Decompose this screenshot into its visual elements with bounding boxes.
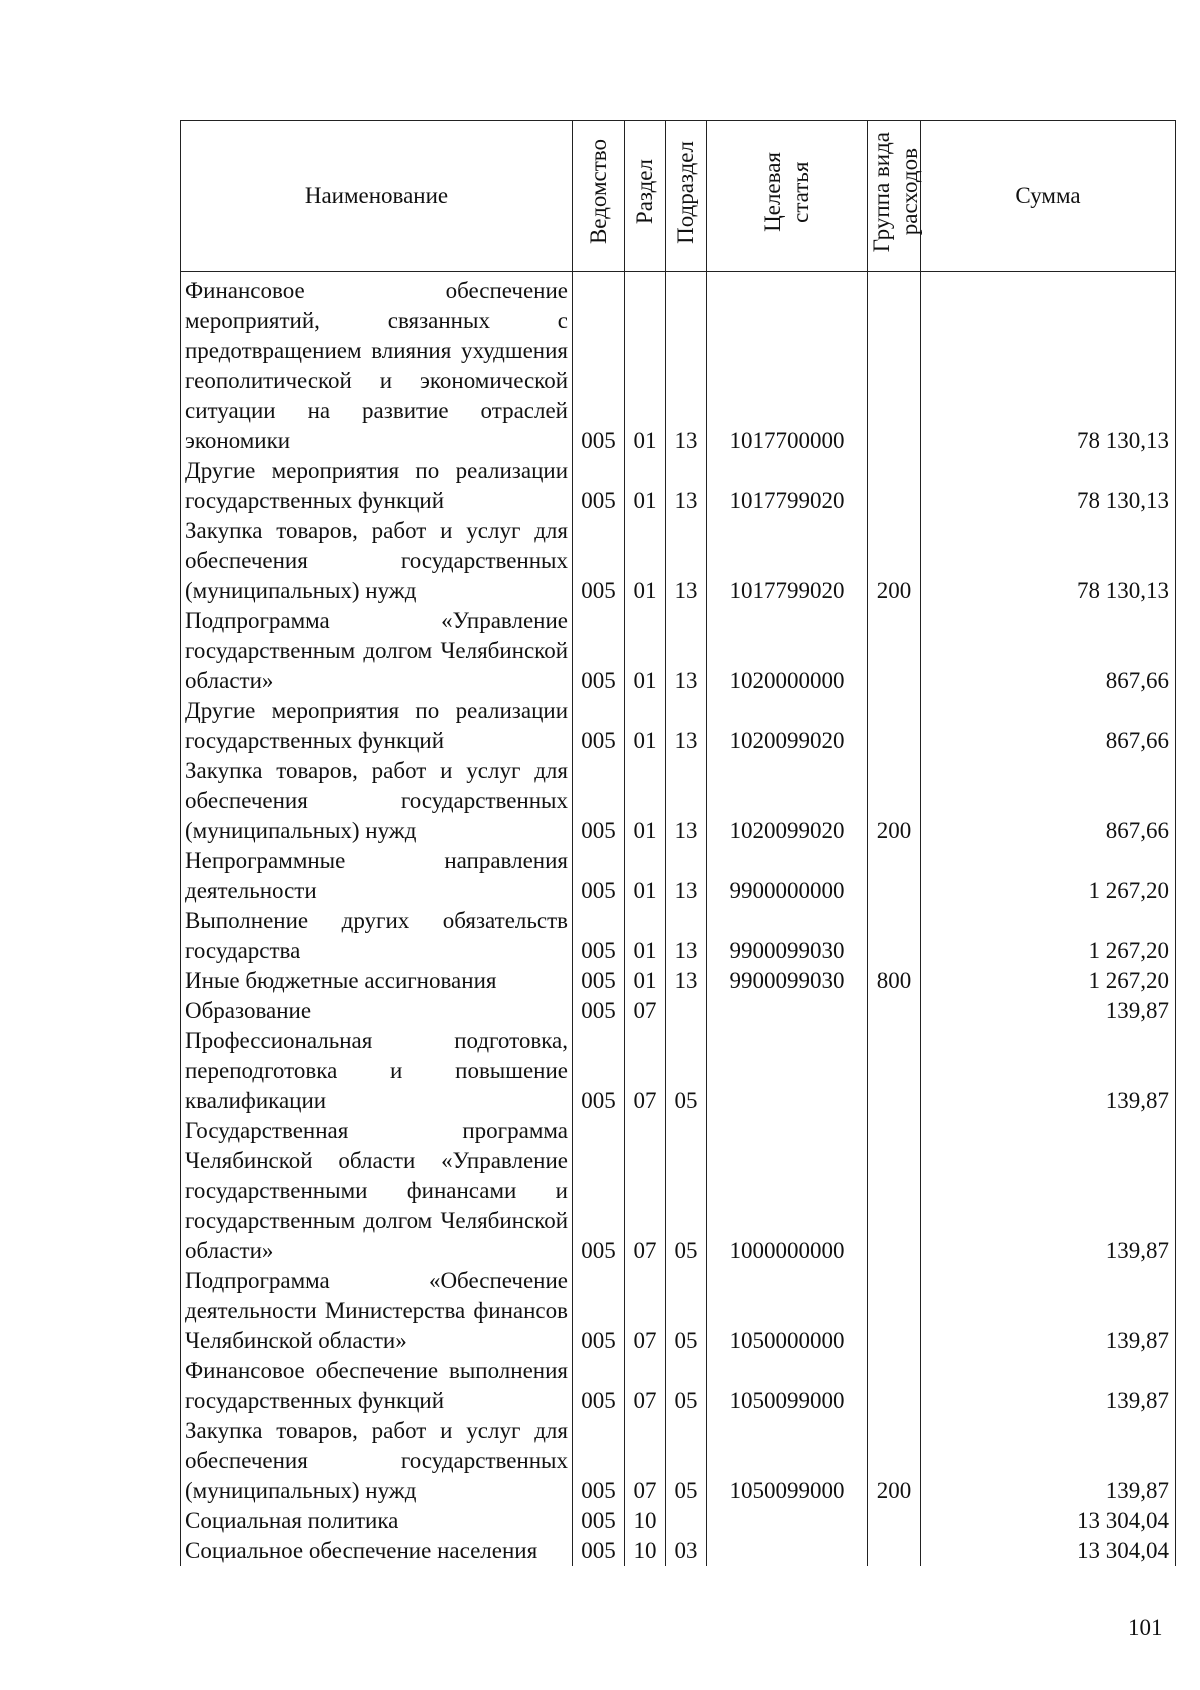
row-target: 1000000000 bbox=[707, 1116, 868, 1266]
row-subsection bbox=[666, 1506, 707, 1536]
table-row bbox=[181, 696, 1176, 756]
row-section: 10 bbox=[625, 1506, 666, 1536]
row-target bbox=[707, 1536, 868, 1566]
row-exp-group bbox=[868, 846, 921, 906]
row-dept: 005 bbox=[573, 696, 625, 756]
row-exp-group bbox=[868, 456, 921, 516]
row-name: Государственная программа Челябинской области «Управление государственными финансами и государственным долгом Челябинской области» bbox=[181, 1116, 573, 1266]
table-row bbox=[181, 1266, 1176, 1356]
row-subsection: 13 bbox=[666, 272, 707, 457]
row-target: 9900000000 bbox=[707, 846, 868, 906]
row-subsection: 05 bbox=[666, 1416, 707, 1506]
row-dept: 005 bbox=[573, 846, 625, 906]
budget-table bbox=[180, 120, 1176, 1566]
row-dept: 005 bbox=[573, 996, 625, 1026]
row-exp-group: 200 bbox=[868, 516, 921, 606]
row-exp-group bbox=[868, 906, 921, 966]
row-sum: 139,87 bbox=[921, 1116, 1176, 1266]
header-exp-group-text: Группа вида расходов bbox=[869, 131, 922, 253]
row-name: Другие мероприятия по реализации государственных функций bbox=[181, 456, 573, 516]
row-name: Закупка товаров, работ и услуг для обеспечения государственных (муниципальных) нужд bbox=[181, 1416, 573, 1506]
row-exp-group bbox=[868, 696, 921, 756]
header-dept-text: Ведомство bbox=[585, 139, 611, 245]
row-subsection: 05 bbox=[666, 1266, 707, 1356]
row-target bbox=[707, 996, 868, 1026]
row-section: 01 bbox=[625, 516, 666, 606]
row-exp-group bbox=[868, 996, 921, 1026]
row-dept: 005 bbox=[573, 606, 625, 696]
row-name: Закупка товаров, работ и услуг для обеспечения государственных (муниципальных) нужд bbox=[181, 756, 573, 846]
row-dept: 005 bbox=[573, 1026, 625, 1116]
row-section: 01 bbox=[625, 606, 666, 696]
row-exp-group bbox=[868, 1356, 921, 1416]
row-sum: 1 267,20 bbox=[921, 966, 1176, 996]
row-section: 07 bbox=[625, 1356, 666, 1416]
table-row bbox=[181, 996, 1176, 1026]
row-section: 07 bbox=[625, 1026, 666, 1116]
row-exp-group bbox=[868, 1266, 921, 1356]
table-body bbox=[181, 272, 1176, 1567]
row-dept: 005 bbox=[573, 1356, 625, 1416]
row-section: 10 bbox=[625, 1536, 666, 1566]
table-row bbox=[181, 846, 1176, 906]
header-section bbox=[625, 121, 666, 272]
row-section: 01 bbox=[625, 966, 666, 996]
row-exp-group bbox=[868, 606, 921, 696]
table-row bbox=[181, 906, 1176, 966]
row-target: 1017799020 bbox=[707, 456, 868, 516]
page-number: 101 bbox=[1128, 1615, 1163, 1640]
header-exp-group bbox=[868, 121, 921, 272]
row-target bbox=[707, 1506, 868, 1536]
row-name: Другие мероприятия по реализации государственных функций bbox=[181, 696, 573, 756]
header-dept bbox=[573, 121, 625, 272]
row-sum: 13 304,04 bbox=[921, 1506, 1176, 1536]
row-section: 01 bbox=[625, 272, 666, 457]
row-target bbox=[707, 1026, 868, 1116]
row-subsection: 03 bbox=[666, 1536, 707, 1566]
row-exp-group: 800 bbox=[868, 966, 921, 996]
row-exp-group: 200 bbox=[868, 1416, 921, 1506]
row-sum: 1 267,20 bbox=[921, 846, 1176, 906]
row-name: Финансовое обеспечение мероприятий, связанных с предотвращением влияния ухудшения геополитической и экономической ситуации на развитие отраслей экономики bbox=[181, 272, 573, 457]
row-sum: 139,87 bbox=[921, 1356, 1176, 1416]
row-target: 1050099000 bbox=[707, 1356, 868, 1416]
row-exp-group: 200 bbox=[868, 756, 921, 846]
row-subsection: 13 bbox=[666, 966, 707, 996]
table-row bbox=[181, 756, 1176, 846]
row-section: 07 bbox=[625, 1416, 666, 1506]
row-name: Закупка товаров, работ и услуг для обеспечения государственных (муниципальных) нужд bbox=[181, 516, 573, 606]
row-name: Непрограммные направления деятельности bbox=[181, 846, 573, 906]
table-row bbox=[181, 456, 1176, 516]
row-sum: 78 130,13 bbox=[921, 516, 1176, 606]
row-exp-group bbox=[868, 1536, 921, 1566]
row-sum: 13 304,04 bbox=[921, 1536, 1176, 1566]
row-name: Выполнение других обязательств государства bbox=[181, 906, 573, 966]
row-name: Образование bbox=[181, 996, 573, 1026]
header-name-text: Наименование bbox=[304, 183, 449, 208]
row-exp-group bbox=[868, 1026, 921, 1116]
row-sum: 867,66 bbox=[921, 696, 1176, 756]
row-exp-group bbox=[868, 1116, 921, 1266]
row-subsection: 13 bbox=[666, 906, 707, 966]
row-sum: 1 267,20 bbox=[921, 906, 1176, 966]
row-target: 1020099020 bbox=[707, 756, 868, 846]
row-exp-group bbox=[868, 1506, 921, 1536]
table-row bbox=[181, 1536, 1176, 1566]
table-row bbox=[181, 1416, 1176, 1506]
table-row bbox=[181, 966, 1176, 996]
row-name: Социальная политика bbox=[181, 1506, 573, 1536]
row-target: 1050000000 bbox=[707, 1266, 868, 1356]
row-name: Социальное обеспечение населения bbox=[181, 1536, 573, 1566]
row-subsection: 13 bbox=[666, 846, 707, 906]
row-sum: 139,87 bbox=[921, 1416, 1176, 1506]
header-sum-text: Сумма bbox=[1015, 183, 1081, 208]
header-row bbox=[181, 121, 1176, 272]
header-subsection bbox=[666, 121, 707, 272]
table-row bbox=[181, 1116, 1176, 1266]
table-row bbox=[181, 1026, 1176, 1116]
row-target: 1020099020 bbox=[707, 696, 868, 756]
row-dept: 005 bbox=[573, 456, 625, 516]
row-sum: 78 130,13 bbox=[921, 456, 1176, 516]
row-name: Подпрограмма «Управление государственным долгом Челябинской области» bbox=[181, 606, 573, 696]
row-sum: 78 130,13 bbox=[921, 272, 1176, 457]
row-section: 07 bbox=[625, 996, 666, 1026]
row-subsection: 13 bbox=[666, 756, 707, 846]
row-dept: 005 bbox=[573, 756, 625, 846]
row-exp-group bbox=[868, 272, 921, 457]
row-subsection: 13 bbox=[666, 516, 707, 606]
table-row bbox=[181, 1356, 1176, 1416]
row-name: Профессиональная подготовка, переподготовка и повышение квалификации bbox=[181, 1026, 573, 1116]
table-row bbox=[181, 516, 1176, 606]
row-target: 1020000000 bbox=[707, 606, 868, 696]
row-section: 01 bbox=[625, 696, 666, 756]
row-sum: 139,87 bbox=[921, 1026, 1176, 1116]
header-sum bbox=[921, 121, 1176, 272]
row-name: Иные бюджетные ассигнования bbox=[181, 966, 573, 996]
row-target: 1017799020 bbox=[707, 516, 868, 606]
table-row bbox=[181, 1506, 1176, 1536]
row-sum: 139,87 bbox=[921, 1266, 1176, 1356]
row-sum: 867,66 bbox=[921, 606, 1176, 696]
row-name: Финансовое обеспечение выполнения государственных функций bbox=[181, 1356, 573, 1416]
row-target: 1017700000 bbox=[707, 272, 868, 457]
row-subsection: 13 bbox=[666, 606, 707, 696]
row-section: 07 bbox=[625, 1266, 666, 1356]
row-sum: 867,66 bbox=[921, 756, 1176, 846]
row-dept: 005 bbox=[573, 272, 625, 457]
row-target: 9900099030 bbox=[707, 966, 868, 996]
row-subsection: 05 bbox=[666, 1116, 707, 1266]
row-subsection bbox=[666, 996, 707, 1026]
row-section: 01 bbox=[625, 756, 666, 846]
row-section: 01 bbox=[625, 906, 666, 966]
header-target bbox=[707, 121, 868, 272]
row-subsection: 13 bbox=[666, 696, 707, 756]
table-row bbox=[181, 272, 1176, 457]
row-dept: 005 bbox=[573, 1506, 625, 1536]
row-sum: 139,87 bbox=[921, 996, 1176, 1026]
header-name bbox=[181, 121, 573, 272]
row-section: 07 bbox=[625, 1116, 666, 1266]
row-dept: 005 bbox=[573, 1536, 625, 1566]
table-row bbox=[181, 606, 1176, 696]
row-subsection: 05 bbox=[666, 1026, 707, 1116]
row-section: 01 bbox=[625, 846, 666, 906]
row-dept: 005 bbox=[573, 906, 625, 966]
header-subsection-text: Подраздел bbox=[673, 140, 698, 244]
row-target: 9900099030 bbox=[707, 906, 868, 966]
row-subsection: 05 bbox=[666, 1356, 707, 1416]
row-name: Подпрограмма «Обеспечение деятельности Министерства финансов Челябинской области» bbox=[181, 1266, 573, 1356]
row-target: 1050099000 bbox=[707, 1416, 868, 1506]
header-target-text: Целевая статья bbox=[760, 152, 813, 232]
row-dept: 005 bbox=[573, 966, 625, 996]
header-section-text: Раздел bbox=[632, 159, 657, 225]
row-section: 01 bbox=[625, 456, 666, 516]
row-dept: 005 bbox=[573, 1266, 625, 1356]
row-dept: 005 bbox=[573, 516, 625, 606]
row-dept: 005 bbox=[573, 1416, 625, 1506]
row-subsection: 13 bbox=[666, 456, 707, 516]
row-dept: 005 bbox=[573, 1116, 625, 1266]
